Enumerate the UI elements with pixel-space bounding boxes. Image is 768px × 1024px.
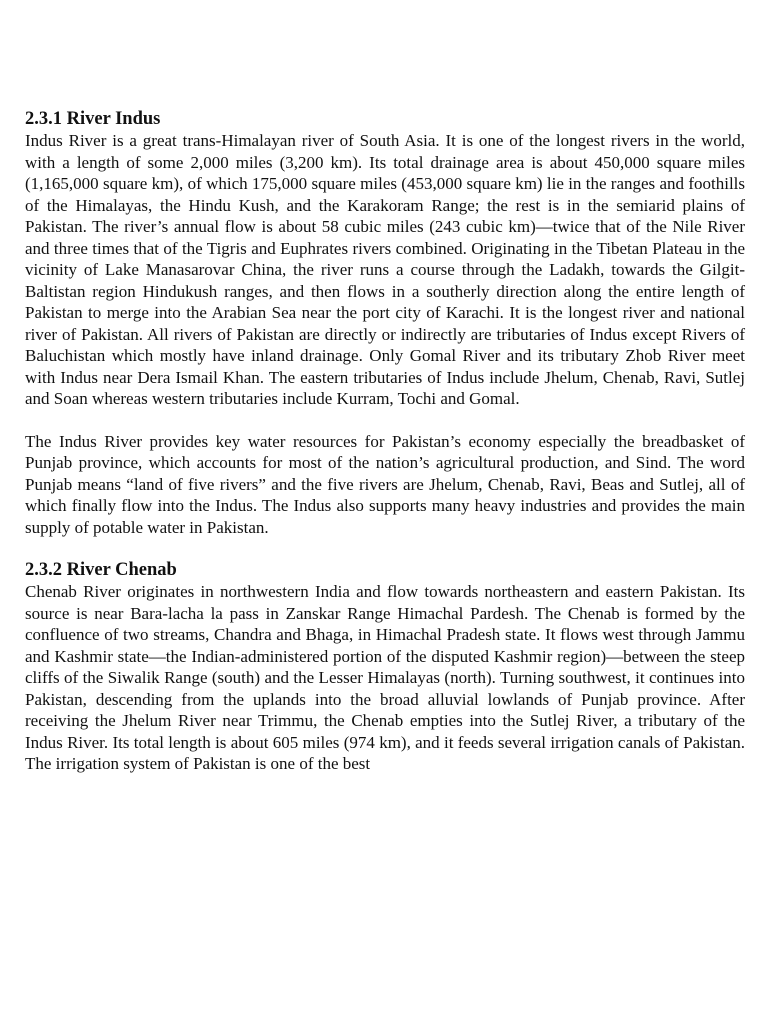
paragraph-indus-overview: Indus River is a great trans-Himalayan river of South Asia. It is one of the longest rivers in the world, with a length of some 2,000 miles (3,200 km). Its total drainage area is about 450,000 square miles (1,165,000 square km), of which 175,000 square miles (453,000 square km) lie in the ranges and foothills of the Himalayas, the Hindu Kush, and the Karakoram Range; the rest is in the semiarid plains of Pakistan. The river’s annual flow is about 58 cubic miles (243 cubic km)—twice that of the Nile River and three times that of the Tigris and Euphrates rivers combined. Originating in the Tibetan Plateau in the vicinity of Lake Manasarovar China, the river runs a course through the Ladakh, towards the Gilgit-Baltistan region Hindukush ranges, and then flows in a southerly direction along the entire length of Pakistan to merge into the Arabian Sea near the port city of Karachi. It is the longest river and national river of Pakistan. All rivers of Pakistan are directly or indirectly are tributaries of Indus except Rivers of Baluchistan which mostly have inland drainage. Only Gomal River and its tributary Zhob River meet with Indus near Dera Ismail Khan. The eastern tributaries of Indus include Jhelum, Chenab, Ravi, Sutlej and Soan whereas western tributaries include Kurram, Tochi and Gomal.	[25, 131, 745, 408]
paragraph-spacer	[25, 410, 745, 431]
document-page	[25, 108, 745, 775]
paragraph-chenab-overview: Chenab River originates in northwestern India and flow towards northeastern and eastern Pakistan. Its source is near Bara-lacha la pass in Zanskar Range Himachal Pardesh. The Chenab is formed by the confluence of two streams, Chandra and Bhaga, in Himachal Pradesh state. It flows west through Jammu and Kashmir state—the Indian-administered portion of the disputed Kashmir region)—between the steep cliffs of the Siwalik Range (south) and the Lesser Himalayas (north). Turning southwest, it continues into Pakistan, descending from the uplands into the broad alluvial lowlands of Punjab province. After receiving the Jhelum River near Trimmu, the Chenab empties into the Sutlej River, a tributary of the Indus River. Its total length is about 605 miles (974 km), and it feeds several irrigation canals of Pakistan. The irrigation system of Pakistan is one of the best	[25, 582, 745, 773]
section-spacer	[25, 538, 745, 559]
paragraph-indus-economy: The Indus River provides key water resources for Pakistan’s economy especially the breadbasket of Punjab province, which accounts for most of the nation’s agricultural production, and Sind. The word Punjab means “land of five rivers” and the five rivers are Jhelum, Chenab, Ravi, Beas and Sutlej, all of which finally flow into the Indus. The Indus also supports many heavy industries and provides the main supply of potable water in Pakistan.	[25, 431, 745, 537]
section-heading-river-indus: 2.3.1 River Indus	[25, 109, 161, 129]
section-heading-river-chenab: 2.3.2 River Chenab	[25, 560, 177, 580]
